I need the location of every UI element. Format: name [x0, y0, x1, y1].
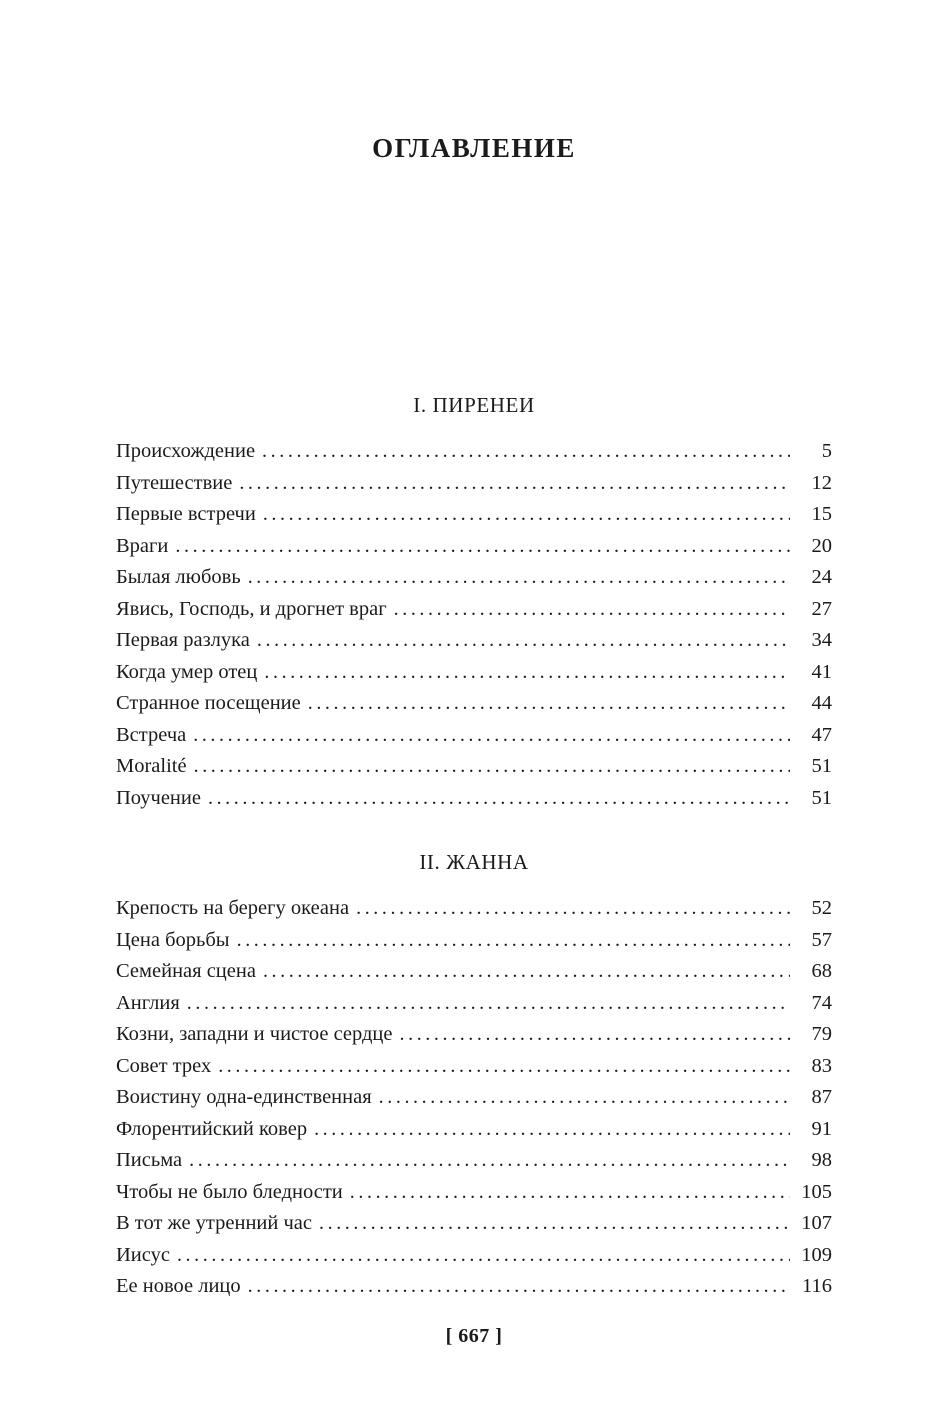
toc-entry-title: Чтобы не было бледности — [116, 1180, 343, 1203]
toc-entry-title: Явись, Господь, и дрогнет враг — [116, 597, 387, 620]
toc-entry-title: Происхождение — [116, 440, 256, 462]
toc-entry-page: 47 — [811, 723, 832, 746]
dot-leader — [248, 562, 790, 594]
section-heading: II. ЖАННА — [419, 850, 529, 874]
dot-leader — [262, 436, 790, 468]
toc-entry-page: 27 — [811, 597, 832, 620]
dot-leader — [400, 1019, 791, 1051]
toc-entry-page: 91 — [811, 1117, 832, 1140]
toc-entry-title: Враги — [116, 534, 169, 557]
toc-entry-title: Ее новое лицо — [116, 1275, 241, 1297]
dot-leader — [175, 531, 790, 563]
toc-entry-title: Странное посещение — [116, 692, 301, 714]
dot-leader — [308, 688, 790, 720]
toc-entry-page: 15 — [811, 503, 832, 525]
toc-entry-title: Иисус — [116, 1243, 170, 1266]
dot-leader — [356, 893, 790, 925]
toc-entry-title: Семейная сцена — [116, 960, 256, 982]
dot-leader — [263, 956, 790, 988]
dot-leader — [319, 1208, 790, 1240]
toc-entry-title: Крепость на берегу океана — [116, 897, 350, 919]
dot-leader — [263, 499, 790, 531]
toc-entry — [116, 1240, 832, 1272]
toc-entry-title: Встреча — [116, 723, 187, 746]
toc-entry-title: Флорентийский ковер — [116, 1117, 308, 1140]
toc-entry-title: Козни, западни и чистое сердце — [116, 1023, 393, 1045]
toc-entry-title: Былая любовь — [116, 566, 241, 588]
toc-entry-title: Когда умер отец — [116, 660, 258, 683]
page-number-footer: [ 667 ] — [445, 1324, 503, 1347]
toc-entry-page: 107 — [801, 1212, 832, 1234]
page-title: ОГЛАВЛЕНИЕ — [372, 133, 576, 163]
toc-entry — [116, 1114, 832, 1146]
toc-entry-page: 98 — [811, 1149, 832, 1171]
toc-entry — [116, 1145, 832, 1177]
dot-leader — [350, 1177, 790, 1209]
toc-entry-page: 44 — [811, 692, 832, 714]
toc-entry-page: 34 — [811, 629, 832, 651]
toc-entry — [116, 436, 832, 468]
page-content — [116, 390, 832, 1348]
toc-entry — [116, 1177, 832, 1209]
toc-entry-title: В тот же утренний час — [116, 1212, 312, 1234]
toc-entry-title: Цена борьбы — [116, 928, 230, 951]
dot-leader — [379, 1082, 790, 1114]
toc-entry — [116, 1019, 832, 1051]
dot-leader — [394, 594, 790, 626]
toc-entry-title: Moralité — [116, 755, 187, 777]
toc-entry-page: 24 — [811, 566, 832, 588]
toc-entry — [116, 1082, 832, 1114]
toc-entry — [116, 594, 832, 626]
toc-entry-page: 51 — [811, 786, 832, 809]
toc-entry-title: Воистину одна-единственная — [116, 1086, 372, 1108]
toc-entry — [116, 531, 832, 563]
toc-entry — [116, 1271, 832, 1303]
toc-entry-title: Путешествие — [116, 471, 233, 494]
toc-section — [116, 390, 832, 814]
toc-entry — [116, 625, 832, 657]
toc-entry-title: Первая разлука — [116, 629, 250, 651]
toc-entry-title: Первые встречи — [116, 503, 256, 525]
dot-leader — [208, 783, 790, 815]
toc-entry-page: 5 — [821, 440, 832, 462]
toc-entry-page: 74 — [811, 991, 832, 1014]
toc-entry — [116, 1051, 832, 1083]
dot-leader — [193, 720, 790, 752]
dot-leader — [237, 925, 790, 957]
toc-entry-page: 52 — [811, 897, 832, 919]
toc-entry — [116, 468, 832, 500]
dot-leader — [177, 1240, 790, 1272]
toc-entry — [116, 562, 832, 594]
toc-entry-page: 12 — [811, 471, 832, 494]
toc-entry — [116, 499, 832, 531]
toc-entry — [116, 893, 832, 925]
dot-leader — [264, 657, 790, 689]
toc-entry — [116, 657, 832, 689]
toc-entry — [116, 956, 832, 988]
toc-entry-page: 68 — [811, 960, 832, 982]
toc-entry — [116, 1208, 832, 1240]
toc-entry-title: Поучение — [116, 786, 201, 809]
toc-entry-page: 79 — [811, 1023, 832, 1045]
toc-section — [116, 847, 832, 1303]
section-heading: I. ПИРЕНЕИ — [413, 393, 535, 417]
toc-entry-title: Письма — [116, 1149, 183, 1171]
toc-entry — [116, 783, 832, 815]
toc-entry — [116, 925, 832, 957]
toc-entry-page: 109 — [801, 1243, 832, 1266]
dot-leader — [248, 1271, 790, 1303]
toc-entry — [116, 720, 832, 752]
dot-leader — [239, 468, 790, 500]
toc-entry-page: 41 — [811, 660, 832, 683]
dot-leader — [187, 988, 790, 1020]
dot-leader — [314, 1114, 790, 1146]
dot-leader — [194, 751, 790, 783]
toc-entry-page: 51 — [811, 755, 832, 777]
toc-entry-title: Англия — [116, 991, 180, 1014]
dot-leader — [218, 1051, 790, 1083]
dot-leader — [257, 625, 790, 657]
toc-entry — [116, 988, 832, 1020]
toc-entry-title: Совет трех — [116, 1054, 212, 1077]
toc-entry-page: 20 — [811, 534, 832, 557]
toc-entry-page: 83 — [811, 1054, 832, 1077]
toc-entry — [116, 688, 832, 720]
dot-leader — [189, 1145, 790, 1177]
toc-entry-page: 57 — [811, 928, 832, 951]
toc-entry-page: 116 — [802, 1275, 832, 1297]
toc-entry-page: 105 — [801, 1180, 832, 1203]
toc-entry — [116, 751, 832, 783]
toc-entry-page: 87 — [811, 1086, 832, 1108]
toc — [116, 390, 832, 1303]
